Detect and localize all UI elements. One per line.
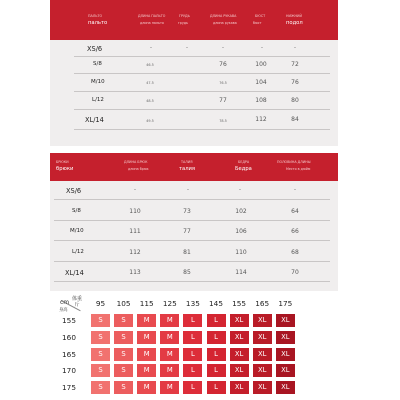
waist-small: ТАЛИЯ — [181, 160, 193, 164]
coat-sleeve-m: 76.5 — [219, 81, 227, 85]
height-label: 170 — [62, 366, 76, 376]
pants-hips-s: 102 — [235, 208, 247, 215]
coat-bust-l: 108 — [255, 97, 267, 104]
corner-weight-top: 体重 — [72, 296, 83, 302]
corner-cm: cm — [60, 299, 70, 306]
weight-header: 145 — [209, 299, 223, 308]
size-recommendation-chart — [57, 296, 339, 396]
size-cell: L — [183, 348, 202, 361]
pants-half-m: 66 — [291, 228, 299, 235]
pants-len-s: 110 — [129, 208, 141, 215]
pants-half-s: 64 — [291, 208, 299, 215]
coat-len-m: 47.5 — [146, 81, 154, 85]
coat-chest-xs: - — [186, 45, 188, 51]
size-cell: L — [183, 314, 202, 327]
size-cell: S — [114, 348, 133, 361]
coat-size-table — [50, 0, 338, 146]
size-cell: L — [207, 314, 226, 327]
size-cell: S — [91, 381, 110, 394]
size-cell: M — [160, 364, 179, 377]
size-cell: S — [114, 381, 133, 394]
size-cell: S — [91, 348, 110, 361]
pants-hips-xs: - — [239, 187, 241, 193]
hips-label: Бедра — [235, 166, 252, 172]
coat-bust-xl: 112 — [255, 116, 267, 123]
coat-hem-xl: 84 — [291, 116, 299, 123]
pants-len-l: 112 — [129, 249, 141, 256]
pants-hips-xl: 114 — [235, 269, 247, 276]
pants-hips-l: 110 — [235, 249, 247, 256]
weight-header: 135 — [185, 299, 200, 308]
size-cell: M — [160, 314, 179, 327]
coat-sleeve-s: 76 — [219, 61, 227, 68]
coat-len-xl: 49.5 — [146, 119, 154, 123]
coat-length-small: ДЛИНА ПАЛЬТО — [138, 14, 166, 18]
weight-header: 95 — [95, 299, 106, 308]
size-cell: XL — [253, 331, 272, 344]
pants-size-s: S/8 — [72, 208, 81, 214]
coat-hem-xs: - — [294, 45, 296, 51]
chest-small: ГРУДЬ — [179, 14, 190, 18]
pants-waist-xs: - — [187, 187, 189, 193]
size-cell: L — [207, 348, 226, 361]
bust-label: бюст — [253, 21, 262, 25]
size-cell: M — [137, 381, 156, 394]
coat-size-xl: XL/14 — [85, 116, 104, 124]
corner-weight-label — [72, 297, 82, 308]
height-label: 165 — [62, 349, 76, 359]
size-cell: L — [207, 381, 226, 394]
pants-len-xs: - — [134, 187, 136, 193]
pants-half-xs: - — [294, 187, 296, 193]
size-cell: XL — [230, 364, 249, 377]
size-cell: XL — [230, 348, 249, 361]
size-cell: M — [160, 381, 179, 394]
pants-half-xl: 70 — [291, 269, 299, 276]
size-cell: M — [160, 348, 179, 361]
size-cell: M — [137, 364, 156, 377]
size-cell: XL — [230, 381, 249, 394]
size-cell: S — [91, 331, 110, 344]
height-label: 155 — [62, 316, 76, 325]
coat-bust-xs: - — [261, 45, 263, 51]
size-cell: XL — [276, 314, 295, 327]
coat-sleeve-l: 77 — [219, 97, 227, 104]
weight-header: 125 — [162, 299, 177, 308]
size-cell: XL — [253, 364, 272, 377]
corner-weight-unit: 斤 — [74, 301, 80, 308]
size-cell: S — [114, 314, 133, 327]
pants-len-xl: 113 — [129, 269, 141, 276]
pants-size-xs: XS/6 — [66, 187, 82, 195]
size-cell: S — [91, 314, 110, 327]
size-cell: L — [207, 364, 226, 377]
size-cell: XL — [253, 381, 272, 394]
corner-height-label: 身高 — [59, 308, 68, 313]
coat-bust-s: 100 — [255, 61, 267, 68]
size-cell: XL — [230, 331, 249, 344]
sleeve-small: ДЛИНА РУКАВА — [210, 14, 237, 18]
size-cell: L — [207, 331, 226, 344]
coat-sleeve-xl: 78.5 — [219, 119, 227, 123]
pants-hips-m: 106 — [235, 228, 247, 235]
size-cell: M — [137, 348, 156, 361]
coat-col-label: пальто — [88, 20, 108, 26]
coat-size-m: M/10 — [91, 79, 105, 85]
half-small: ПОЛОВИНА ДЛИНЫ — [277, 160, 311, 164]
size-cell: XL — [276, 348, 295, 361]
weight-header: 165 — [255, 299, 270, 308]
size-cell: S — [114, 331, 133, 344]
size-cell: M — [137, 314, 156, 327]
hem-small: НИЖНИЙ — [286, 14, 302, 18]
pants-col-small: БРЮКИ — [56, 160, 69, 164]
weight-header: 105 — [116, 299, 131, 308]
pants-size-m: M/10 — [70, 228, 84, 234]
coat-len-s: 46.5 — [146, 63, 154, 67]
coat-bust-m: 104 — [255, 79, 267, 86]
pants-length-small: ДЛИНА БРЮК — [124, 160, 148, 164]
pants-half-l: 68 — [291, 249, 299, 256]
pants-waist-s: 73 — [183, 208, 191, 215]
size-cell: XL — [253, 348, 272, 361]
pants-size-table — [50, 153, 338, 291]
coat-size-l: L/12 — [92, 97, 104, 103]
size-cell: XL — [276, 331, 295, 344]
size-cell: S — [91, 364, 110, 377]
weight-header: 175 — [278, 299, 293, 308]
height-label: 175 — [62, 383, 76, 393]
hem-label: подол — [286, 20, 303, 26]
pants-length-label: длина брюк — [128, 167, 149, 171]
bust-small: БЮСТ — [255, 14, 266, 18]
pants-waist-m: 77 — [183, 228, 191, 235]
size-cell: L — [183, 331, 202, 344]
size-cell: M — [137, 331, 156, 344]
size-cell: XL — [253, 314, 272, 327]
size-cell: S — [114, 364, 133, 377]
coat-len-xs: - — [150, 45, 152, 51]
pants-len-m: 111 — [129, 228, 141, 235]
size-cell: XL — [276, 381, 295, 394]
pants-size-l: L/12 — [72, 249, 84, 255]
waist-label: талия — [179, 166, 196, 172]
half-label: Место в дюйм — [286, 167, 311, 171]
weight-header: 115 — [139, 299, 154, 308]
coat-col-small: ПАЛЬТО — [88, 14, 103, 18]
hips-small: БЕДРА — [238, 160, 250, 164]
coat-size-xs: XS/6 — [87, 45, 103, 53]
coat-hem-l: 80 — [291, 97, 299, 104]
chest-label: грудь — [178, 21, 188, 25]
coat-len-l: 48.5 — [146, 99, 154, 103]
coat-hem-m: 76 — [291, 79, 299, 86]
size-cell: M — [160, 331, 179, 344]
pants-waist-l: 81 — [183, 249, 191, 256]
coat-size-s: S/8 — [93, 61, 102, 67]
pants-waist-xl: 85 — [183, 269, 191, 276]
coat-length-label: длина пальто — [140, 21, 164, 25]
size-cell: XL — [230, 314, 249, 327]
pants-col-label: брюки — [56, 166, 74, 172]
size-cell: L — [183, 381, 202, 394]
pants-size-xl: XL/14 — [65, 269, 84, 277]
weight-header: 155 — [232, 299, 247, 308]
coat-sleeve-xs: - — [222, 45, 224, 51]
size-cell: XL — [276, 364, 295, 377]
coat-hem-s: 72 — [291, 61, 299, 68]
size-cell: L — [183, 364, 202, 377]
sleeve-label: длина рукава — [213, 21, 237, 25]
height-label: 160 — [62, 332, 76, 342]
